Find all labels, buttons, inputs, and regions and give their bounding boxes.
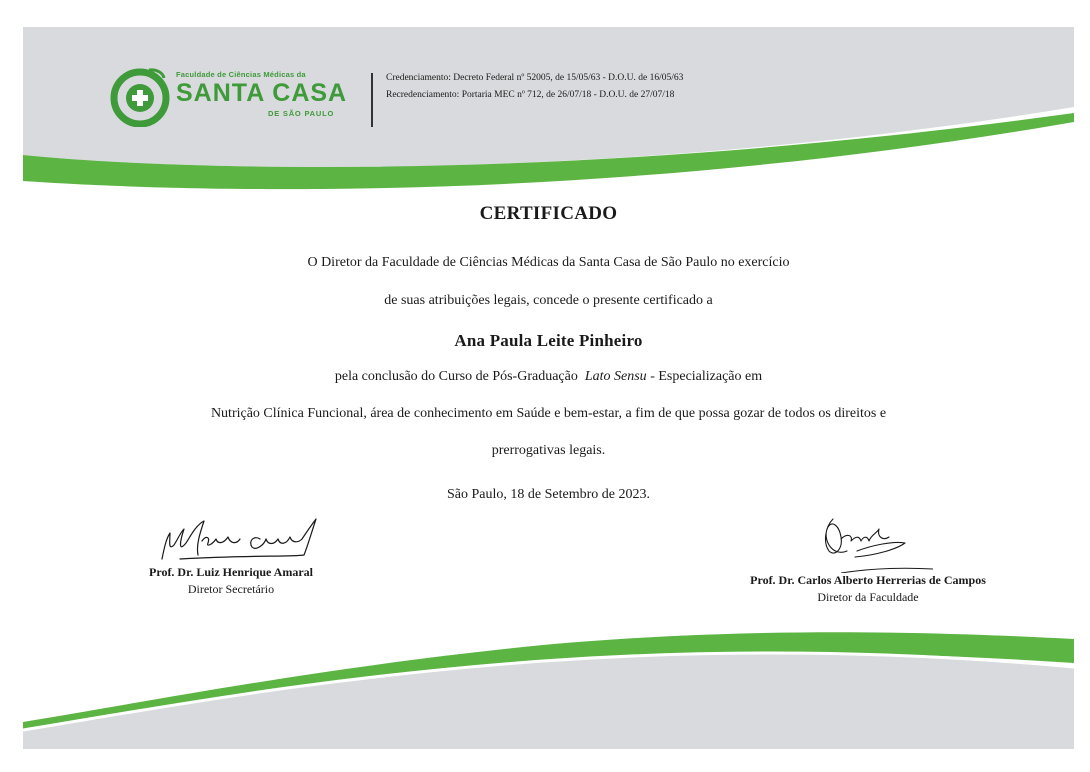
body-line-2: de suas atribuições legais, concede o presente certificado a xyxy=(384,293,713,308)
accreditation-line: Credenciamento: Decreto Federal nº 52005, de 15/05/63 - D.O.U. de 16/05/63 xyxy=(386,73,684,83)
signature-left xyxy=(140,515,322,597)
header-divider xyxy=(371,73,373,127)
signer-role-left: Diretor Secretário xyxy=(187,582,275,596)
logo-faculty-line: Faculdade de Ciências Médicas da xyxy=(176,70,306,79)
handwritten-signature-left xyxy=(140,515,322,565)
place-and-date: São Paulo, 18 de Setembro de 2023. xyxy=(447,487,650,502)
institution-logo xyxy=(109,63,348,129)
signer-role-right: Diretor da Faculdade xyxy=(817,590,919,604)
body-line-4: Nutrição Clínica Funcional, área de conhecimento em Saúde e bem-estar, a fim de que possa gozar de todos os direitos e xyxy=(210,406,887,421)
signature-right xyxy=(737,507,999,605)
body-line-1: O Diretor da Faculdade de Ciências Médicas da Santa Casa de São Paulo no exercício xyxy=(307,255,790,270)
body-line-5: prerrogativas legais. xyxy=(491,443,606,458)
accreditation-info xyxy=(386,70,683,104)
body-line-3 xyxy=(23,369,1074,385)
certificate-title: CERTIFICADO xyxy=(479,203,618,224)
signer-name-left: Prof. Dr. Luiz Henrique Amaral xyxy=(149,565,313,579)
decorative-waves xyxy=(23,27,1074,749)
logo-name: SANTA CASA xyxy=(176,79,348,107)
logo-city-line: DE SÃO PAULO xyxy=(268,109,335,118)
course-prefix: pela conclusão do Curso de Pós-Graduação xyxy=(334,369,578,384)
course-emphasis: Lato Sensu xyxy=(584,369,647,384)
reaccreditation-line: Recredenciamento: Portaria MEC nº 712, de 26/07/18 - D.O.U. de 27/07/18 xyxy=(386,90,675,100)
handwritten-signature-right xyxy=(737,507,999,573)
recipient-name: Ana Paula Leite Pinheiro xyxy=(454,331,643,350)
plus-in-circle-icon xyxy=(109,65,171,127)
signer-name-right: Prof. Dr. Carlos Alberto Herrerias de Campos xyxy=(750,573,986,587)
course-suffix: - Especialização em xyxy=(650,369,763,384)
certificate-sheet xyxy=(23,27,1074,749)
